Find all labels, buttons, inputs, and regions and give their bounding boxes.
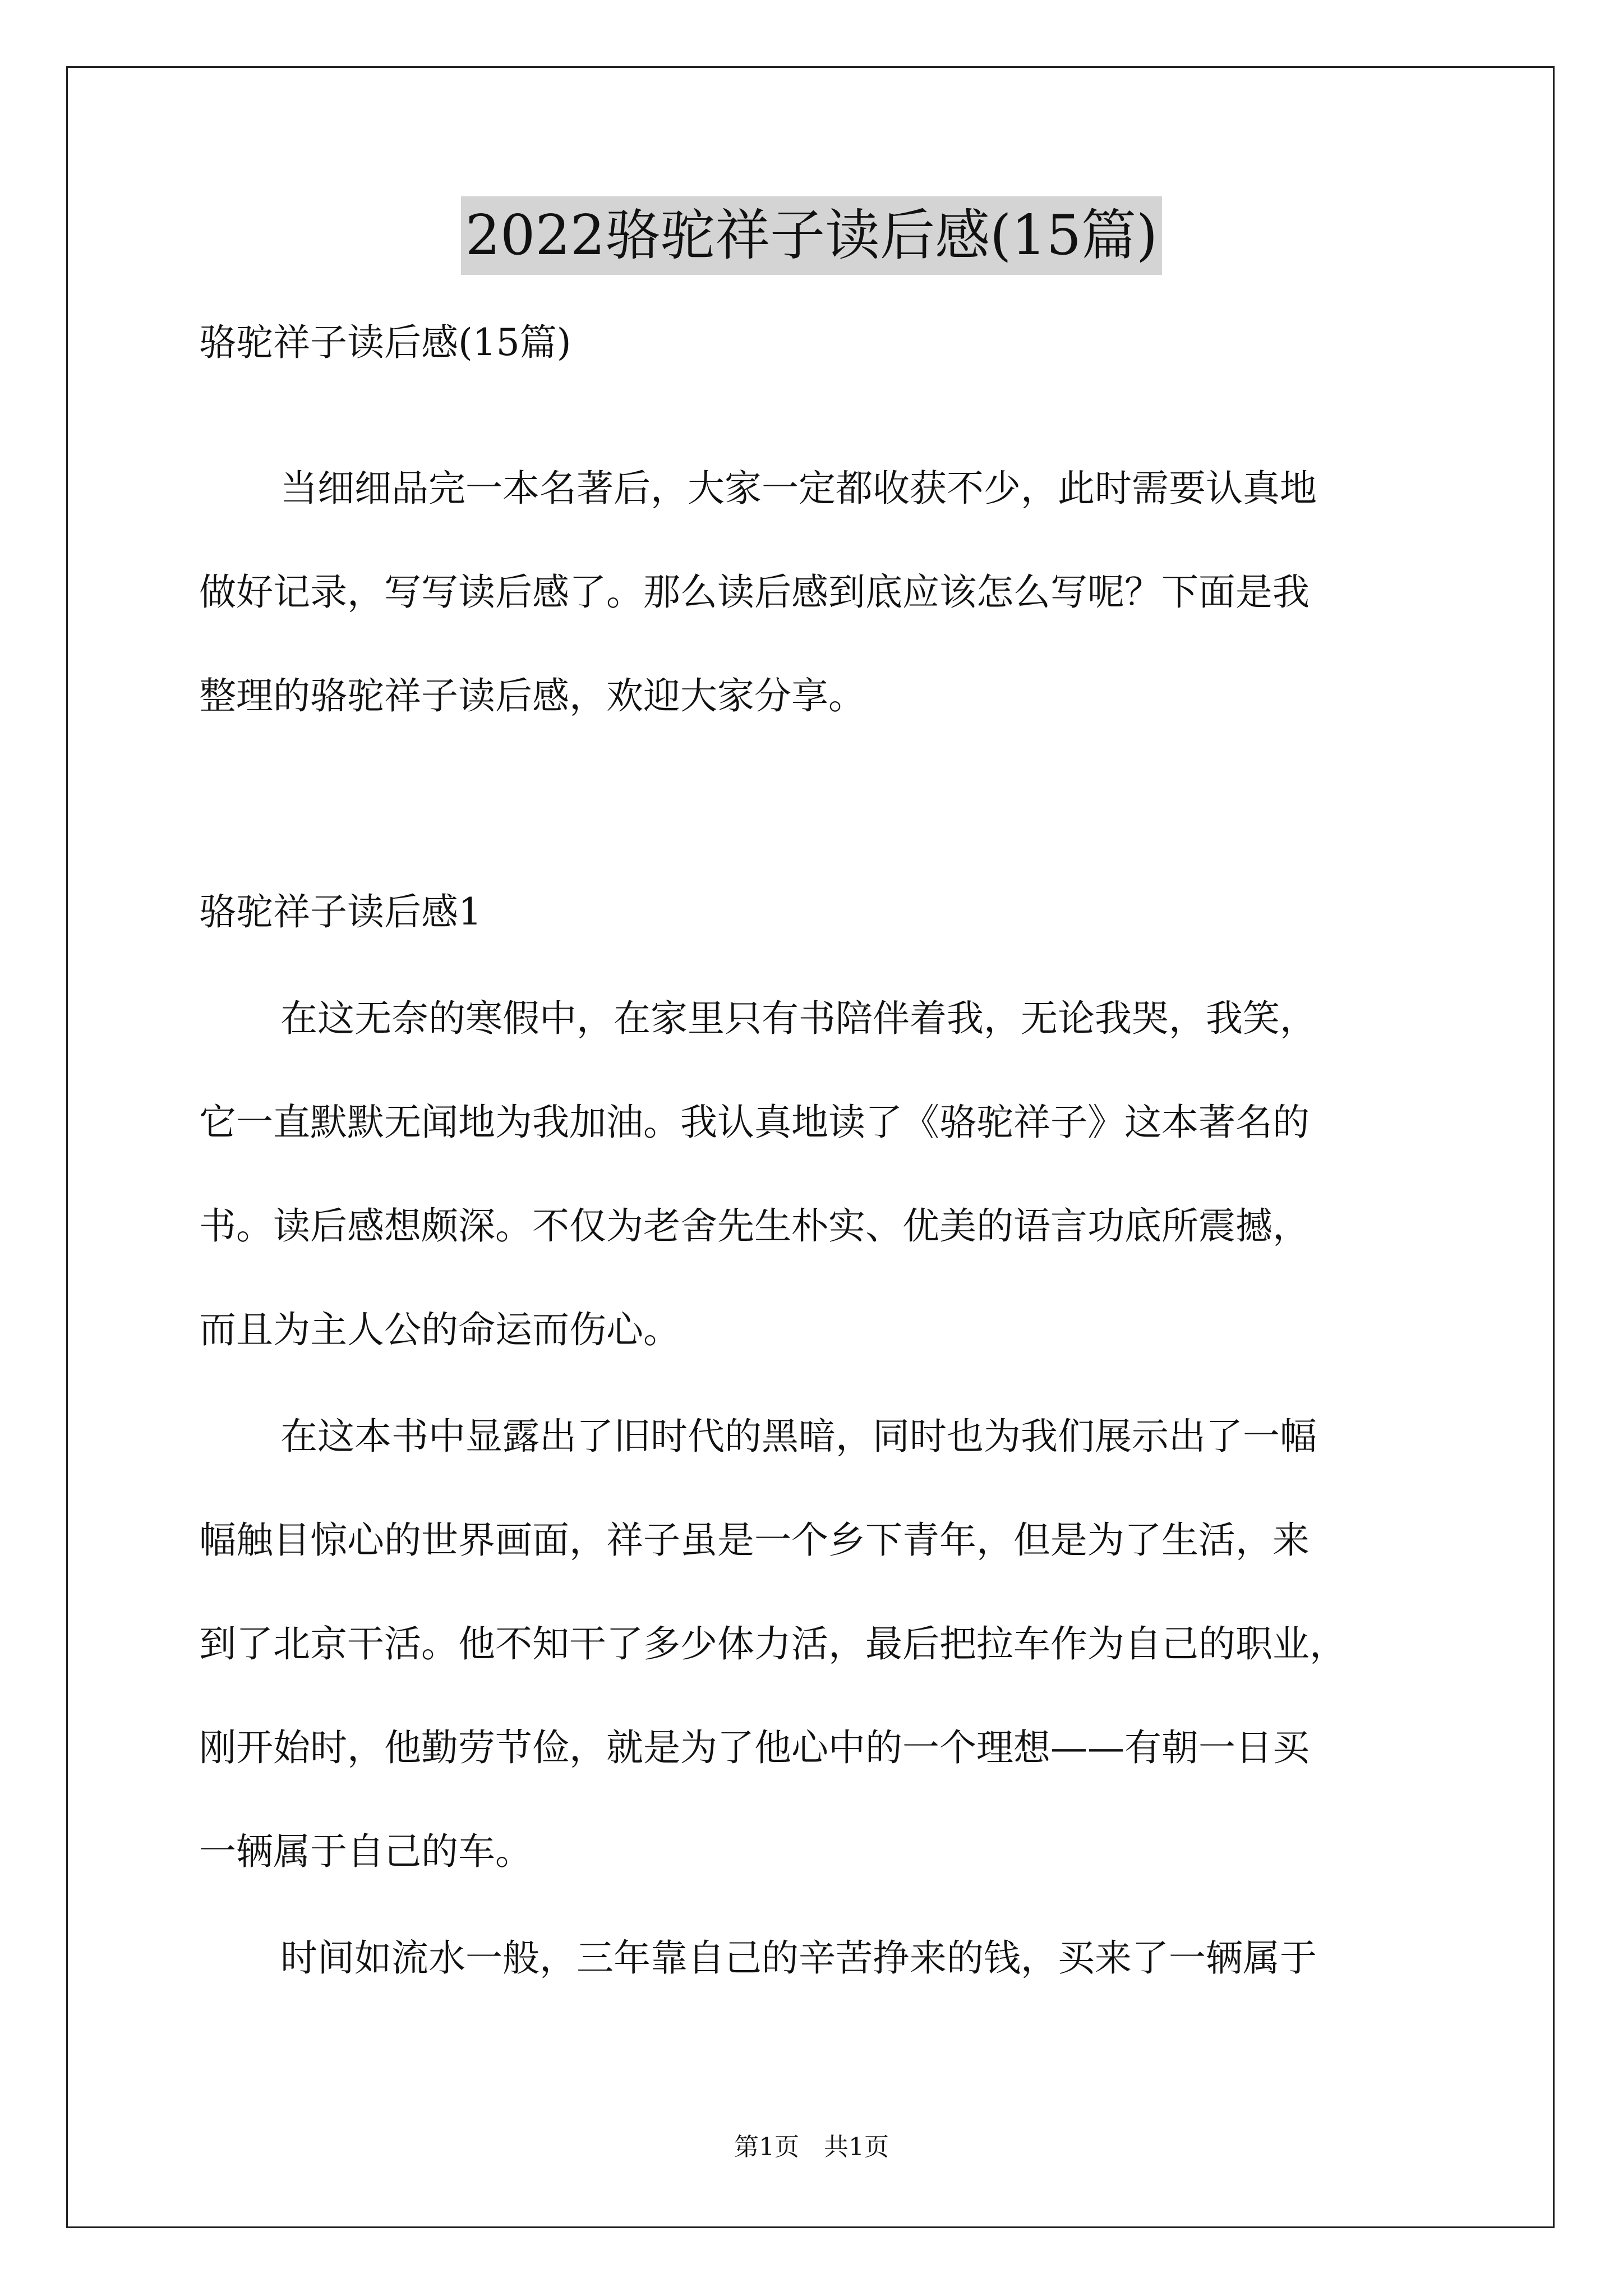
section-heading: 骆驼祥子读后感1 xyxy=(199,890,482,933)
page-footer: 第1页 共1页 xyxy=(734,2133,889,2161)
document-subtitle: 骆驼祥子读后感(15篇) xyxy=(199,321,571,364)
paragraph1-line-2: 它一直默默无闻地为我加油。我认真地读了《骆驼祥子》这本著名的 xyxy=(199,1101,1310,1144)
intro-line-3: 整理的骆驼祥子读后感，欢迎大家分享。 xyxy=(199,674,865,717)
paragraph3-line-1: 时间如流水一般，三年靠自己的辛苦挣来的钱，买来了一辆属于 xyxy=(280,1936,1317,1980)
paragraph2-line-2: 幅触目惊心的世界画面，祥子虽是一个乡下青年，但是为了生活，来 xyxy=(199,1519,1310,1562)
paragraph2-line-3: 到了北京干活。他不知干了多少体力活，最后把拉车作为自己的职业， xyxy=(199,1622,1347,1665)
paragraph1-line-1: 在这无奈的寒假中，在家里只有书陪伴着我，无论我哭，我笑， xyxy=(280,997,1317,1040)
intro-line-1: 当细细品完一本名著后，大家一定都收获不少，此时需要认真地 xyxy=(280,467,1317,510)
paragraph1-line-4: 而且为主人公的命运而伤心。 xyxy=(199,1308,680,1351)
paragraph1-line-3: 书。读后感想颇深。不仅为老舍先生朴实、优美的语言功底所震撼， xyxy=(199,1204,1310,1248)
paragraph2-line-4: 刚开始时，他勤劳节俭，就是为了他心中的一个理想——有朝一日买 xyxy=(199,1726,1310,1769)
paragraph2-line-1: 在这本书中显露出了旧时代的黑暗，同时也为我们展示出了一幅 xyxy=(280,1415,1317,1458)
paragraph2-line-5: 一辆属于自己的车。 xyxy=(199,1830,532,1873)
intro-line-2: 做好记录，写写读后感了。那么读后感到底应该怎么写呢？下面是我 xyxy=(199,570,1310,614)
title-container xyxy=(0,196,1623,275)
document-title: 2022骆驼祥子读后感(15篇) xyxy=(461,196,1163,275)
